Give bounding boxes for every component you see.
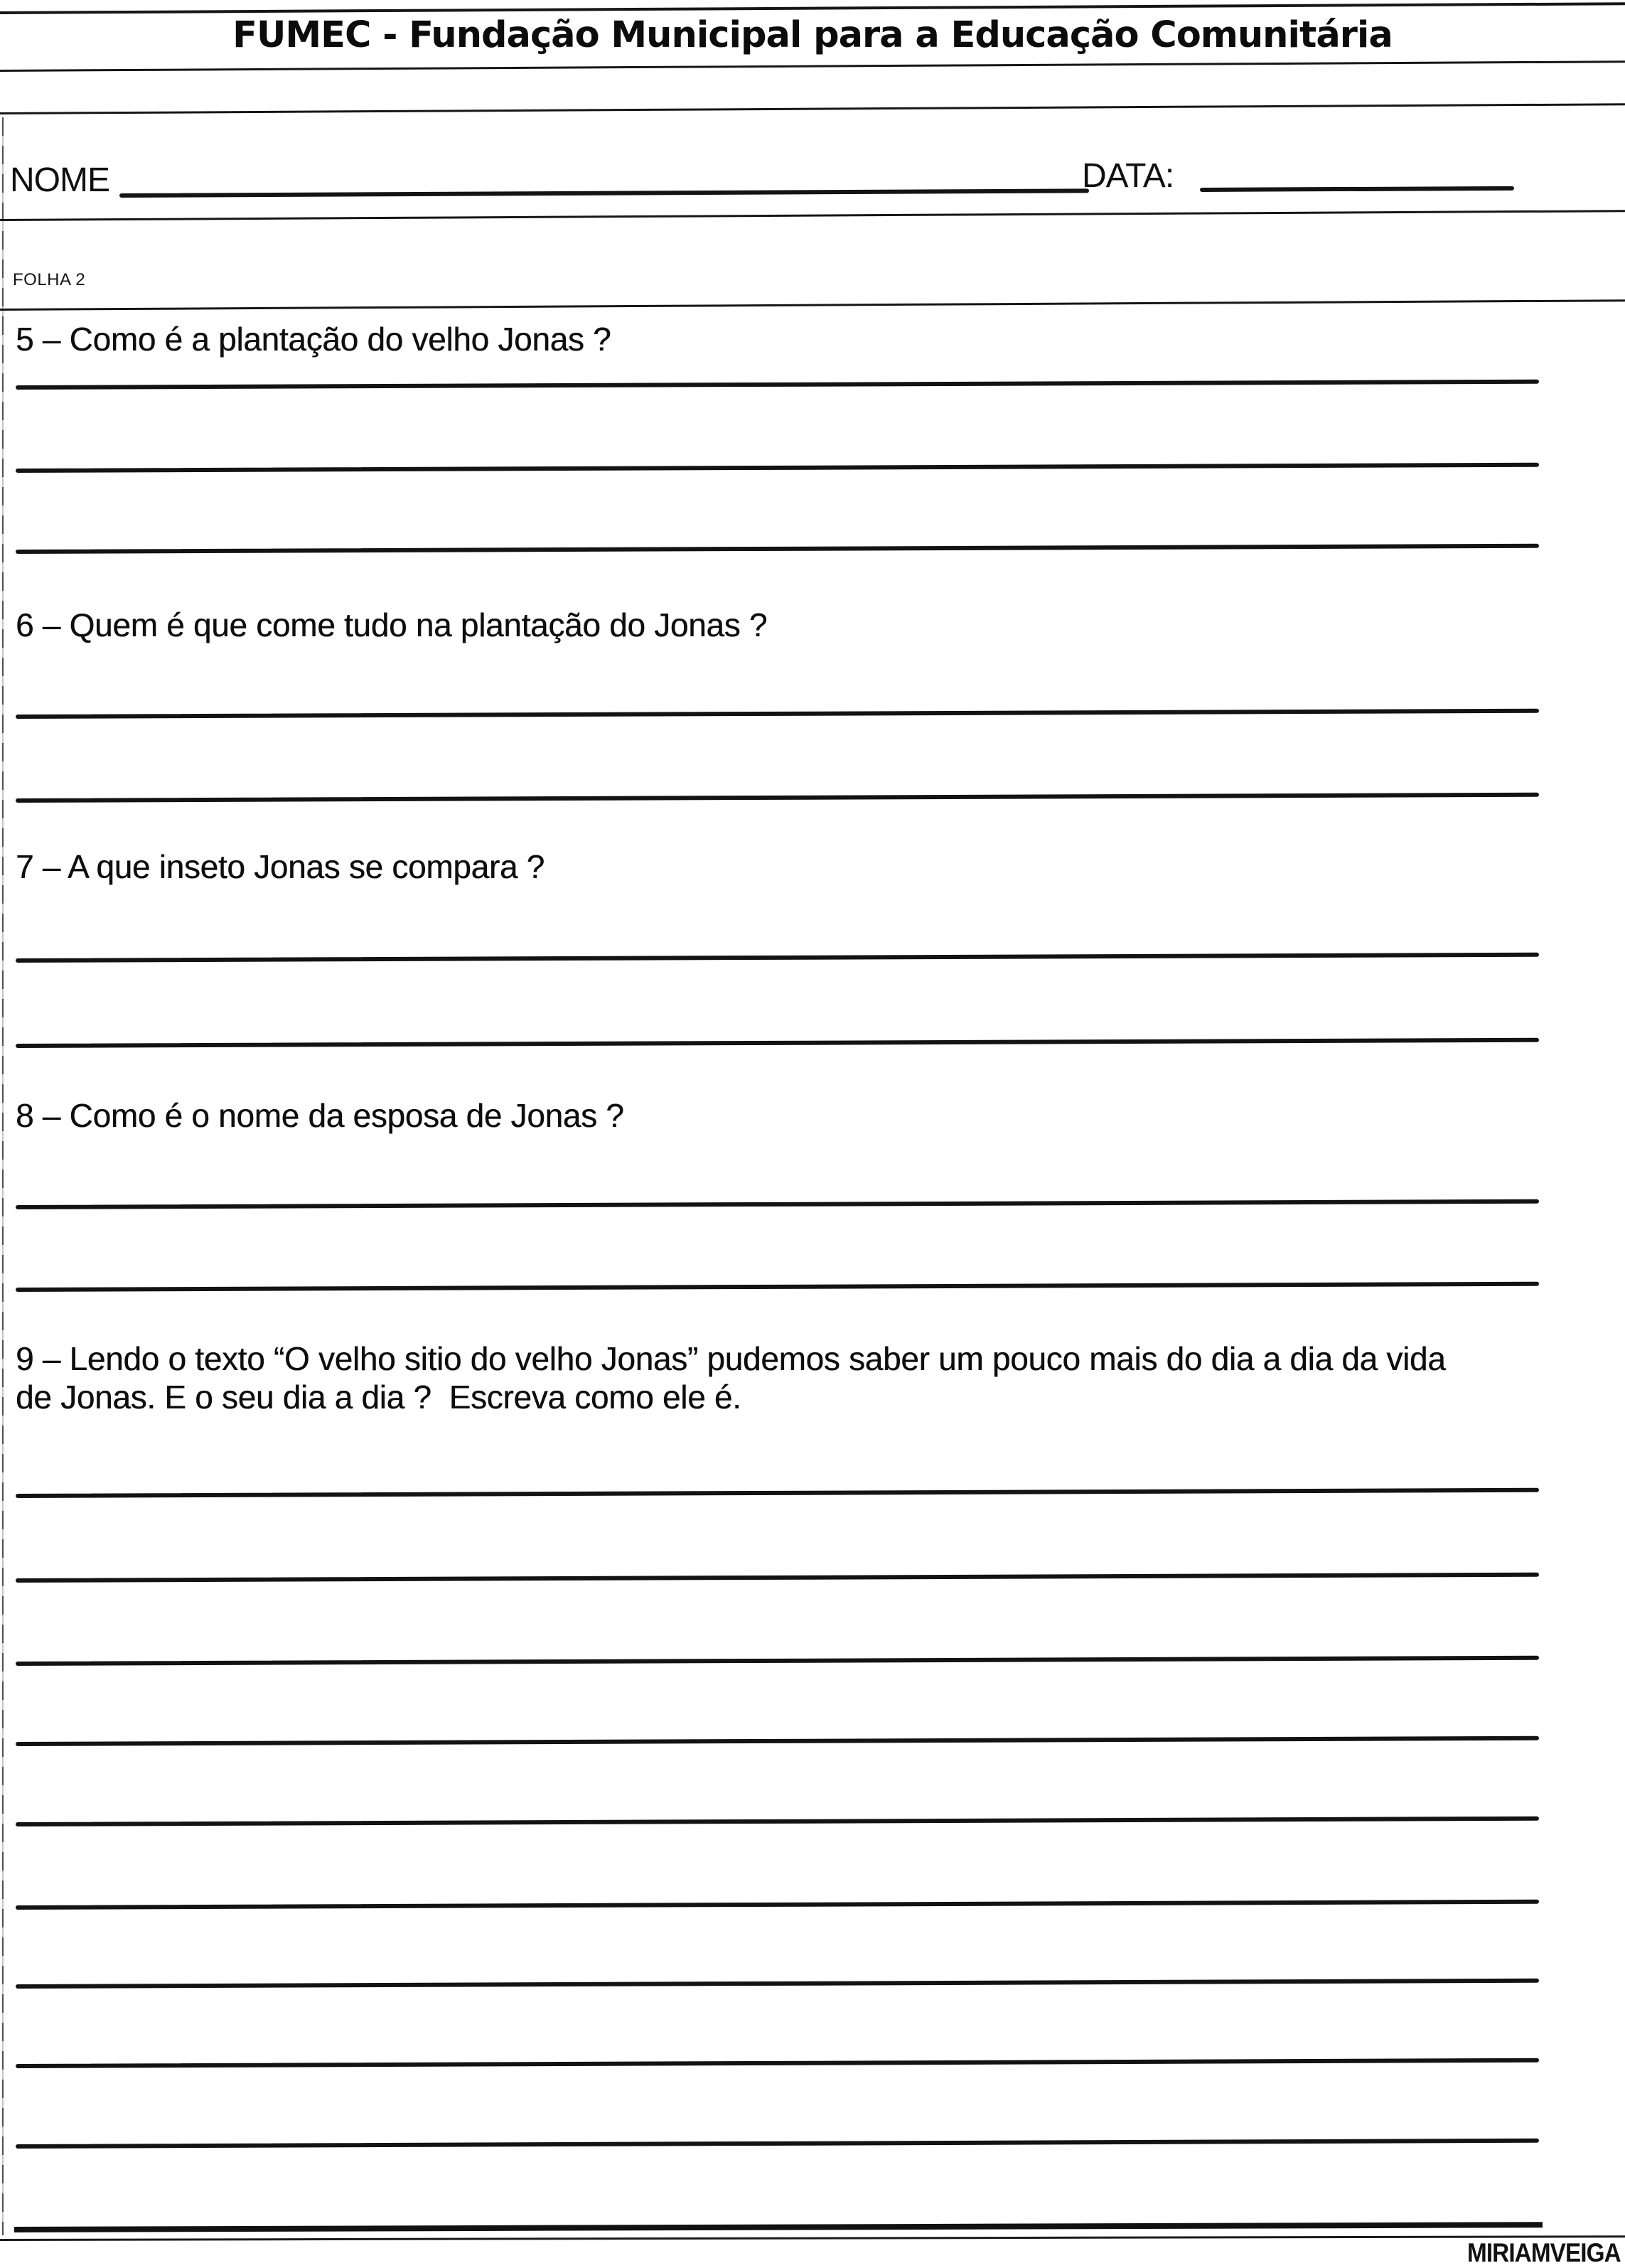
- header-underline: [0, 60, 1625, 72]
- answer-line: [16, 1573, 1539, 1583]
- date-label: DATA:: [1082, 157, 1174, 195]
- signature-label: MIRIAMVEIGA: [1467, 2238, 1621, 2267]
- name-row-separator-line: [0, 210, 1625, 221]
- question-text-line-1: 9 – Lendo o texto “O velho sitio do velho Jonas” pudemos saber um pouco mais do dia a dia da vida: [16, 1340, 1446, 1377]
- answer-line: [16, 709, 1539, 719]
- answer-line: [16, 2139, 1539, 2149]
- left-scan-edge-line: [2, 117, 4, 2235]
- question-block-6: [16, 606, 1618, 812]
- question-block-8: [16, 1096, 1618, 1303]
- answer-line: [16, 1656, 1539, 1666]
- sheet-separator-line: [0, 299, 1625, 311]
- question-text-line-2: de Jonas. E o seu dia a dia ? Escreva como ele é.: [16, 1379, 741, 1416]
- question-text: 5 – Como é a plantação do velho Jonas ?: [16, 321, 611, 358]
- question-text: 8 – Como é o nome da esposa de Jonas ?: [16, 1097, 624, 1134]
- answer-line: [16, 793, 1539, 803]
- question-text: 6 – Quem é que come tudo na plantação do Jonas ?: [16, 606, 768, 643]
- answer-line: [16, 1736, 1539, 1746]
- question-block-7: [16, 847, 1618, 1057]
- header-title: FUMEC - Fundação Municipal para a Educação Comunitária: [232, 14, 1393, 56]
- answer-line: [16, 953, 1539, 963]
- answer-line: [16, 1038, 1539, 1048]
- answer-line: [16, 1979, 1539, 1989]
- question-text: 7 – A que inseto Jonas se compara ?: [16, 848, 545, 885]
- bottom-border-thin-line: [0, 2235, 1625, 2241]
- answer-line: [16, 463, 1539, 473]
- answer-line: [16, 2058, 1539, 2068]
- name-input-line: [119, 188, 1089, 198]
- answer-line: [16, 1282, 1539, 1292]
- answer-line: [16, 380, 1539, 390]
- sheet-number-label: FOLHA 2: [13, 270, 86, 289]
- bottom-border-thick-line: [14, 2222, 1543, 2232]
- header-separator-line: [0, 103, 1625, 114]
- top-border-line: [0, 2, 1625, 14]
- answer-line: [16, 1900, 1539, 1910]
- answer-line: [16, 1199, 1539, 1209]
- name-label: NOME: [10, 161, 109, 199]
- answer-line: [16, 1817, 1539, 1826]
- answer-line: [16, 544, 1539, 554]
- question-block-9: [16, 1339, 1618, 2157]
- answer-line: [16, 1488, 1539, 1498]
- date-input-line: [1200, 186, 1514, 192]
- question-block-5: [16, 320, 1618, 562]
